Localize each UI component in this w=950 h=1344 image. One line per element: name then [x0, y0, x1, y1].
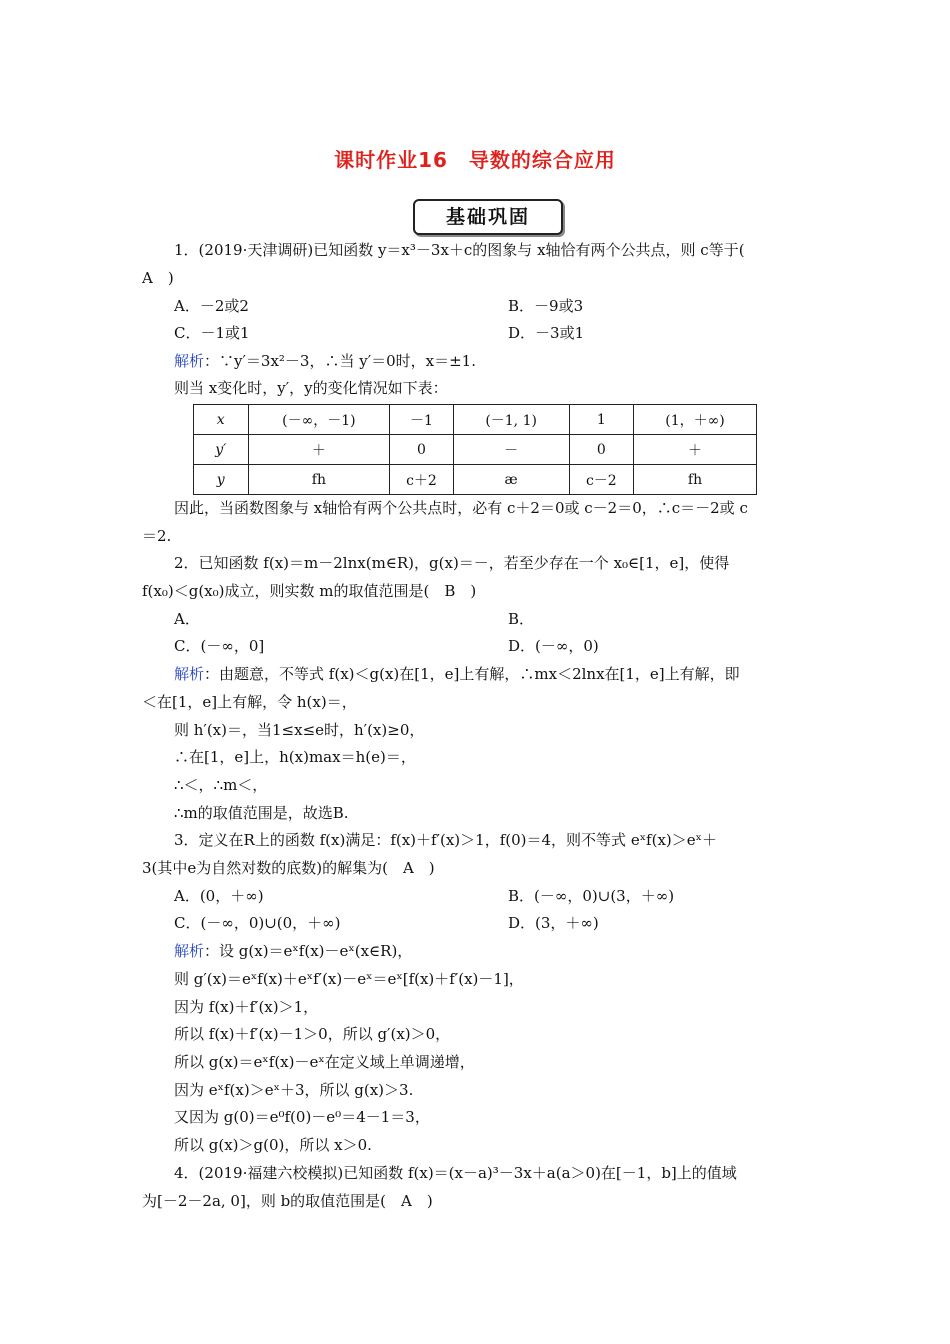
q3-option-d: D．(3，＋∞) [508, 914, 599, 932]
q1-solution-line2: 则当 x变化时，y′，y的变化情况如下表： [174, 379, 448, 397]
table-cell: y [194, 465, 249, 495]
q1-option-c: C．－1或1 [174, 324, 250, 342]
table-row [194, 465, 757, 495]
table-cell: (－1, 1) [453, 405, 569, 435]
q2-solution-text1: ：由题意，不等式 f(x)＜g(x)在[1，e]上有解，∴mx＜2lnx在[1，e]上有解，即 [204, 665, 740, 683]
q2-solution-line5: ∴＜，∴m＜， [174, 776, 268, 794]
q1-option-a: A．－2或2 [174, 297, 249, 315]
q1-option-b: B．－9或3 [508, 297, 584, 315]
q1-option-d: D．－3或1 [508, 324, 585, 342]
q3-solution-text1: ：设 g(x)＝eˣf(x)－eˣ(x∈R)， [204, 942, 413, 960]
section-badge: 基础巩固 [413, 199, 563, 235]
q2-option-c: C．(－∞，0] [174, 637, 265, 655]
q3-stem-line2: 3(其中e为自然对数的底数)的解集为( A ) [142, 859, 435, 877]
table-cell: y′ [194, 435, 249, 465]
solution-label: 解析 [174, 942, 205, 960]
table-cell: －1 [390, 405, 453, 435]
q1-solution-line3: 因此，当函数图象与 x轴恰有两个公共点时，必有 c＋2＝0或 c－2＝0，∴c＝－2或 c [174, 499, 748, 517]
q2-solution-line2: ＜在[1，e]上有解，令 h(x)＝， [142, 693, 357, 711]
q1-stem-line2: A ) [142, 269, 174, 287]
q3-solution-line1 [174, 941, 412, 961]
q1-solution-line4: ＝2. [142, 527, 172, 545]
q1-solution-text1: ：∵y′＝3x²－3，∴当 y′＝0时，x＝±1. [204, 352, 476, 370]
table-cell: x [194, 405, 249, 435]
q3-solution-line6: 因为 eˣf(x)＞eˣ＋3，所以 g(x)＞3. [174, 1081, 414, 1099]
table-cell: fh [634, 465, 757, 495]
table-cell: 0 [390, 435, 453, 465]
table-row [194, 435, 757, 465]
q2-option-b: B． [508, 610, 535, 628]
solution-label: 解析 [174, 352, 205, 370]
q3-option-b: B．(－∞，0)∪(3，＋∞) [508, 887, 675, 905]
q3-solution-line2: 则 g′(x)＝eˣf(x)＋eˣf′(x)－eˣ＝eˣ[f(x)＋f′(x)－1]， [174, 970, 524, 988]
variation-table [193, 404, 757, 495]
table-cell: (－∞，－1) [248, 405, 390, 435]
table-cell: c＋2 [390, 465, 453, 495]
q3-option-a: A．(0，＋∞) [174, 887, 264, 905]
q3-solution-line3: 因为 f(x)＋f′(x)＞1， [174, 998, 319, 1016]
q2-solution-line1 [174, 664, 740, 684]
table-row [194, 405, 757, 435]
q2-stem-line2: f(x₀)＜g(x₀)成立，则实数 m的取值范围是( B ) [142, 582, 477, 600]
q2-solution-line4: ∴在[1，e]上，h(x)max＝h(e)＝， [174, 748, 416, 766]
q1-solution-line1 [174, 351, 476, 371]
table-cell: c－2 [569, 465, 633, 495]
q4-stem-line2: 为[－2－2a, 0]，则 b的取值范围是( A ) [142, 1192, 433, 1210]
q1-stem-line1: 1．(2019·天津调研)已知函数 y＝x³－3x＋c的图象与 x轴恰有两个公共点，则 c等于( [174, 241, 745, 259]
q4-stem-line1: 4．(2019·福建六校模拟)已知函数 f(x)＝(x－a)³－3x＋a(a＞0)在[－1，b]上的值域 [174, 1164, 737, 1182]
solution-label: 解析 [174, 665, 205, 683]
q3-option-c: C．(－∞，0)∪(0，＋∞) [174, 914, 341, 932]
q2-solution-line6: ∴m的取值范围是，故选B. [174, 804, 349, 822]
q2-stem-line1: 2．已知函数 f(x)＝m－2lnx(m∈R)，g(x)＝－，若至少存在一个 x₀∈[1，e]，使得 [174, 554, 730, 572]
table-cell: (1，＋∞) [634, 405, 757, 435]
table-cell: － [453, 435, 569, 465]
table-cell: æ [453, 465, 569, 495]
q3-stem-line1: 3．定义在R上的函数 f(x)满足：f(x)＋f′(x)＞1，f(0)＝4，则不等式 eˣf(x)＞eˣ＋ [174, 831, 717, 849]
q3-solution-line7: 又因为 g(0)＝e⁰f(0)－e⁰＝4－1＝3， [174, 1108, 430, 1126]
page-title: 课时作业16 导数的综合应用 [334, 148, 616, 172]
table-cell: 1 [569, 405, 633, 435]
q3-solution-line8: 所以 g(x)＞g(0)，所以 x＞0. [174, 1136, 372, 1154]
table-cell: ＋ [248, 435, 390, 465]
q2-option-a: A． [174, 610, 200, 628]
q3-solution-line5: 所以 g(x)＝eˣf(x)－eˣ在定义域上单调递增， [174, 1053, 475, 1071]
q2-option-d: D．(－∞，0) [508, 637, 599, 655]
table-cell: fh [248, 465, 390, 495]
table-cell: ＋ [634, 435, 757, 465]
table-cell: 0 [569, 435, 633, 465]
q2-solution-line3: 则 h′(x)＝，当1≤x≤e时，h′(x)≥0， [174, 721, 425, 739]
q3-solution-line4: 所以 f(x)＋f′(x)－1＞0，所以 g′(x)＞0， [174, 1025, 451, 1043]
